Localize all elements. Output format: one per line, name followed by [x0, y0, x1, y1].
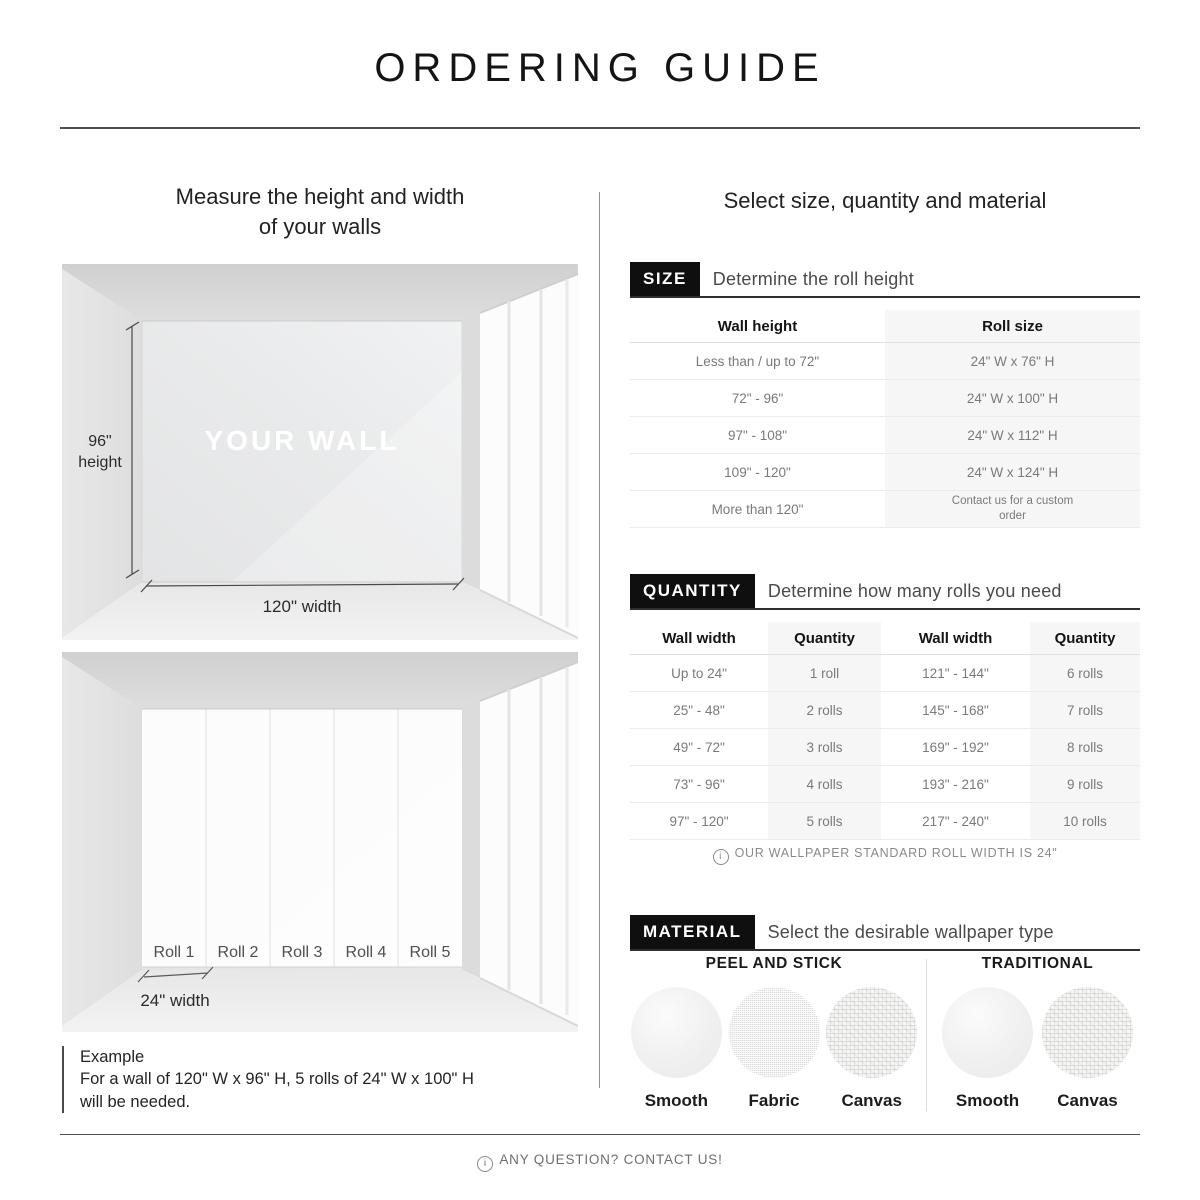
wall-height-cell: Less than / up to 72"	[695, 353, 820, 369]
footer-divider-rule	[60, 1134, 1140, 1135]
roll-label-1: Roll 1	[153, 944, 195, 961]
material-option-canvas	[825, 987, 918, 1111]
roll-size-cell: 24" W x 112" H	[885, 417, 1140, 453]
window	[480, 274, 578, 638]
material-option-label: Smooth	[644, 1091, 708, 1110]
size-description: Determine the roll height	[712, 268, 914, 289]
fabric-swatch-icon	[729, 987, 820, 1078]
window-jamb	[462, 701, 480, 978]
material-option-smooth	[630, 987, 723, 1111]
contact-note	[0, 1152, 1200, 1172]
quantity-cell: 5 rolls	[768, 803, 881, 839]
quantity-table	[630, 622, 1140, 840]
size-badge: SIZE	[630, 262, 700, 296]
material-group-traditional	[935, 955, 1140, 1111]
quantity-cell: 3 rolls	[768, 729, 881, 765]
quantity-description: Determine how many rolls you need	[767, 580, 1062, 601]
quantity-col-header: Quantity	[768, 622, 881, 654]
wall-width-cell: 73" - 96"	[673, 776, 725, 792]
material-option-label: Canvas	[841, 1091, 902, 1110]
quantity-cell: 10 rolls	[1030, 803, 1140, 839]
smooth-swatch-icon	[631, 987, 722, 1078]
traditional-title: TRADITIONAL	[981, 955, 1094, 972]
standard-roll-width-text: OUR WALLPAPER STANDARD ROLL WIDTH IS 24"	[734, 846, 1058, 860]
quantity-cell: 7 rolls	[1030, 692, 1140, 728]
material-option-canvas	[1040, 987, 1135, 1111]
measure-heading-line1: Measure the height and width	[175, 184, 465, 209]
quantity-cell: 8 rolls	[1030, 729, 1140, 765]
example-note	[62, 1046, 580, 1113]
info-icon: i	[713, 849, 729, 865]
material-option-smooth	[940, 987, 1035, 1111]
size-table-row	[630, 454, 1140, 491]
your-wall-label: YOUR WALL	[204, 425, 400, 456]
material-groups	[630, 955, 1140, 1111]
material-group-divider	[926, 959, 927, 1111]
material-option-label: Canvas	[1057, 1091, 1118, 1110]
wall-width-cell: Up to 24"	[671, 665, 727, 681]
wall-height-cell: 109" - 120"	[724, 464, 791, 480]
material-section-header	[630, 915, 1140, 951]
peel-and-stick-title: PEEL AND STICK	[705, 955, 843, 972]
measure-heading	[62, 182, 578, 243]
size-table	[630, 310, 1140, 528]
smooth-swatch-icon	[942, 987, 1033, 1078]
example-line2: will be needed.	[80, 1092, 191, 1111]
size-section-header	[630, 262, 1140, 298]
wall-width-cell: 25" - 48"	[673, 702, 725, 718]
material-badge: MATERIAL	[630, 915, 755, 949]
roll-width-label: 24" width	[140, 991, 210, 1010]
select-heading: Select size, quantity and material	[723, 188, 1047, 213]
wall-width-cell: 49" - 72"	[673, 739, 725, 755]
quantity-cell: 1 roll	[768, 655, 881, 691]
height-word-label: height	[78, 454, 122, 471]
roll-size-cell	[885, 491, 1140, 527]
standard-roll-width-note	[630, 846, 1140, 865]
wall-width-cell: 193" - 216"	[922, 776, 989, 792]
quantity-table-row	[630, 803, 1140, 840]
quantity-table-row	[630, 655, 1140, 692]
wall-height-cell: 72" - 96"	[731, 390, 784, 406]
size-table-row	[630, 380, 1140, 417]
custom-order-text: Contact us for a custom order	[951, 495, 1074, 522]
quantity-cell: 2 rolls	[768, 692, 881, 728]
quantity-badge: QUANTITY	[630, 574, 755, 608]
quantity-cell: 4 rolls	[768, 766, 881, 802]
roll-label-4: Roll 4	[345, 944, 387, 961]
quantity-cell: 9 rolls	[1030, 766, 1140, 802]
example-line1: For a wall of 120" W x 96" H, 5 rolls of 24" W x 100" H	[80, 1070, 474, 1089]
material-group-peel-and-stick	[630, 955, 918, 1111]
roll-label-5: Roll 5	[409, 944, 451, 961]
roll-size-cell: 24" W x 124" H	[885, 454, 1140, 490]
top-divider-rule	[60, 127, 1140, 129]
column-divider	[599, 192, 600, 1088]
quantity-table-row	[630, 766, 1140, 803]
page-title: ORDERING GUIDE	[374, 46, 826, 90]
wall-height-cell: 97" - 108"	[727, 427, 788, 443]
material-option-fabric	[728, 987, 821, 1111]
roll-size-cell: 24" W x 100" H	[885, 380, 1140, 416]
size-table-row	[630, 417, 1140, 454]
material-description: Select the desirable wallpaper type	[767, 921, 1054, 942]
wall-height-cell: More than 120"	[711, 501, 804, 517]
roll-label-2: Roll 2	[217, 944, 259, 961]
roll-size-cell: 24" W x 76" H	[885, 343, 1140, 379]
width-dimension-label: 120" width	[262, 597, 342, 616]
size-col-wall-height: Wall height	[717, 317, 798, 335]
size-table-header-row	[630, 310, 1140, 343]
quantity-col-header: Wall width	[918, 629, 993, 647]
quantity-col-header: Wall width	[662, 629, 736, 647]
wall-width-cell: 217" - 240"	[922, 813, 989, 829]
size-col-roll-size: Roll size	[885, 310, 1140, 342]
contact-note-text: ANY QUESTION? CONTACT US!	[499, 1152, 723, 1167]
canvas-swatch-icon	[826, 987, 917, 1078]
measure-heading-line2: of your walls	[258, 214, 382, 240]
quantity-table-header-row	[630, 622, 1140, 655]
size-table-row	[630, 343, 1140, 380]
wall-width-cell: 145" - 168"	[922, 702, 989, 718]
material-option-label: Fabric	[748, 1091, 800, 1110]
room-diagram-measure	[62, 264, 578, 640]
material-option-label: Smooth	[955, 1091, 1020, 1110]
quantity-table-row	[630, 692, 1140, 729]
info-icon: i	[477, 1156, 493, 1172]
height-value-label: 96"	[88, 433, 112, 450]
window-jamb	[462, 313, 480, 590]
quantity-cell: 6 rolls	[1030, 655, 1140, 691]
example-title: Example	[80, 1048, 145, 1066]
size-table-row	[630, 491, 1140, 528]
quantity-table-row	[630, 729, 1140, 766]
roll-label-3: Roll 3	[281, 944, 323, 961]
wall-width-cell: 97" - 120"	[669, 813, 729, 829]
quantity-col-header: Quantity	[1030, 622, 1140, 654]
room-diagram-rolls	[62, 652, 578, 1032]
wall-width-cell: 169" - 192"	[922, 739, 989, 755]
window	[480, 662, 578, 1026]
wall-width-cell: 121" - 144"	[922, 665, 989, 681]
canvas-swatch-icon	[1042, 987, 1133, 1078]
left-wall	[62, 657, 142, 1026]
quantity-section-header	[630, 574, 1140, 610]
